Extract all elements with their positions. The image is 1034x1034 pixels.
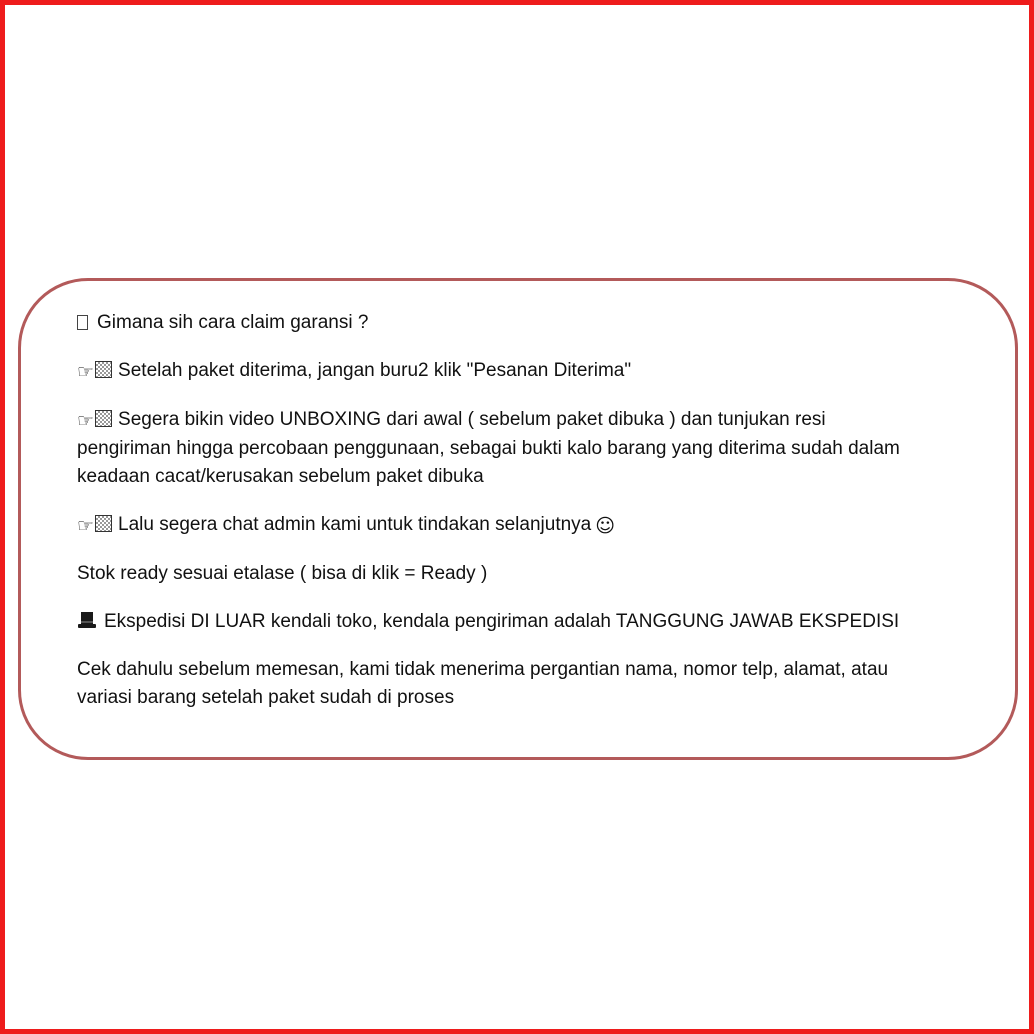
check-note-line-1: Cek dahulu sebelum memesan, kami tidak menerima pergantian nama, nomor telp, alamat, atau [77,659,889,680]
heading-paragraph [77,309,987,337]
stock-note-text: Stok ready sesuai etalase ( bisa di klik = Ready ) [77,563,488,584]
heading-text: Gimana sih cara claim garansi ? [97,312,369,333]
checkered-square-icon [95,410,112,427]
check-note-paragraph [77,656,987,712]
top-hat-icon [77,611,97,629]
step-2-text-1: Segera bikin video UNBOXING dari awal ( sebelum paket dibuka ) dan tunjukan resi [118,409,826,430]
smiling-face-icon: ☺ [595,515,616,537]
expedition-note-paragraph [77,608,987,636]
step-3-paragraph [77,511,987,540]
step-3-text: Lalu segera chat admin kami untuk tindakan selanjutnya [118,514,592,535]
pointing-hand-icon: ☞ [77,361,95,383]
step-2-line-1 [77,406,987,435]
step-1-text: Setelah paket diterima, jangan buru2 klik "Pesanan Diterima" [118,360,632,381]
step-2-line-3: keadaan cacat/kerusakan sebelum paket dibuka [77,466,484,487]
checkered-square-icon [95,515,112,532]
info-content [77,309,987,732]
stock-note-paragraph [77,560,987,588]
step-2-paragraph [77,406,987,491]
checkered-square-icon [95,361,112,378]
expedition-note-text: Ekspedisi DI LUAR kendali toko, kendala pengiriman adalah TANGGUNG JAWAB EKSPEDISI [104,611,900,632]
step-1-paragraph [77,357,987,386]
check-note-line-2: variasi barang setelah paket sudah di proses [77,687,455,708]
pointing-hand-icon: ☞ [77,410,95,432]
pointing-hand-icon: ☞ [77,515,95,537]
missing-glyph-box-icon [77,315,88,330]
step-2-line-2: pengiriman hingga percobaan penggunaan, sebagai bukti kalo barang yang diterima sudah dalam [77,438,900,459]
